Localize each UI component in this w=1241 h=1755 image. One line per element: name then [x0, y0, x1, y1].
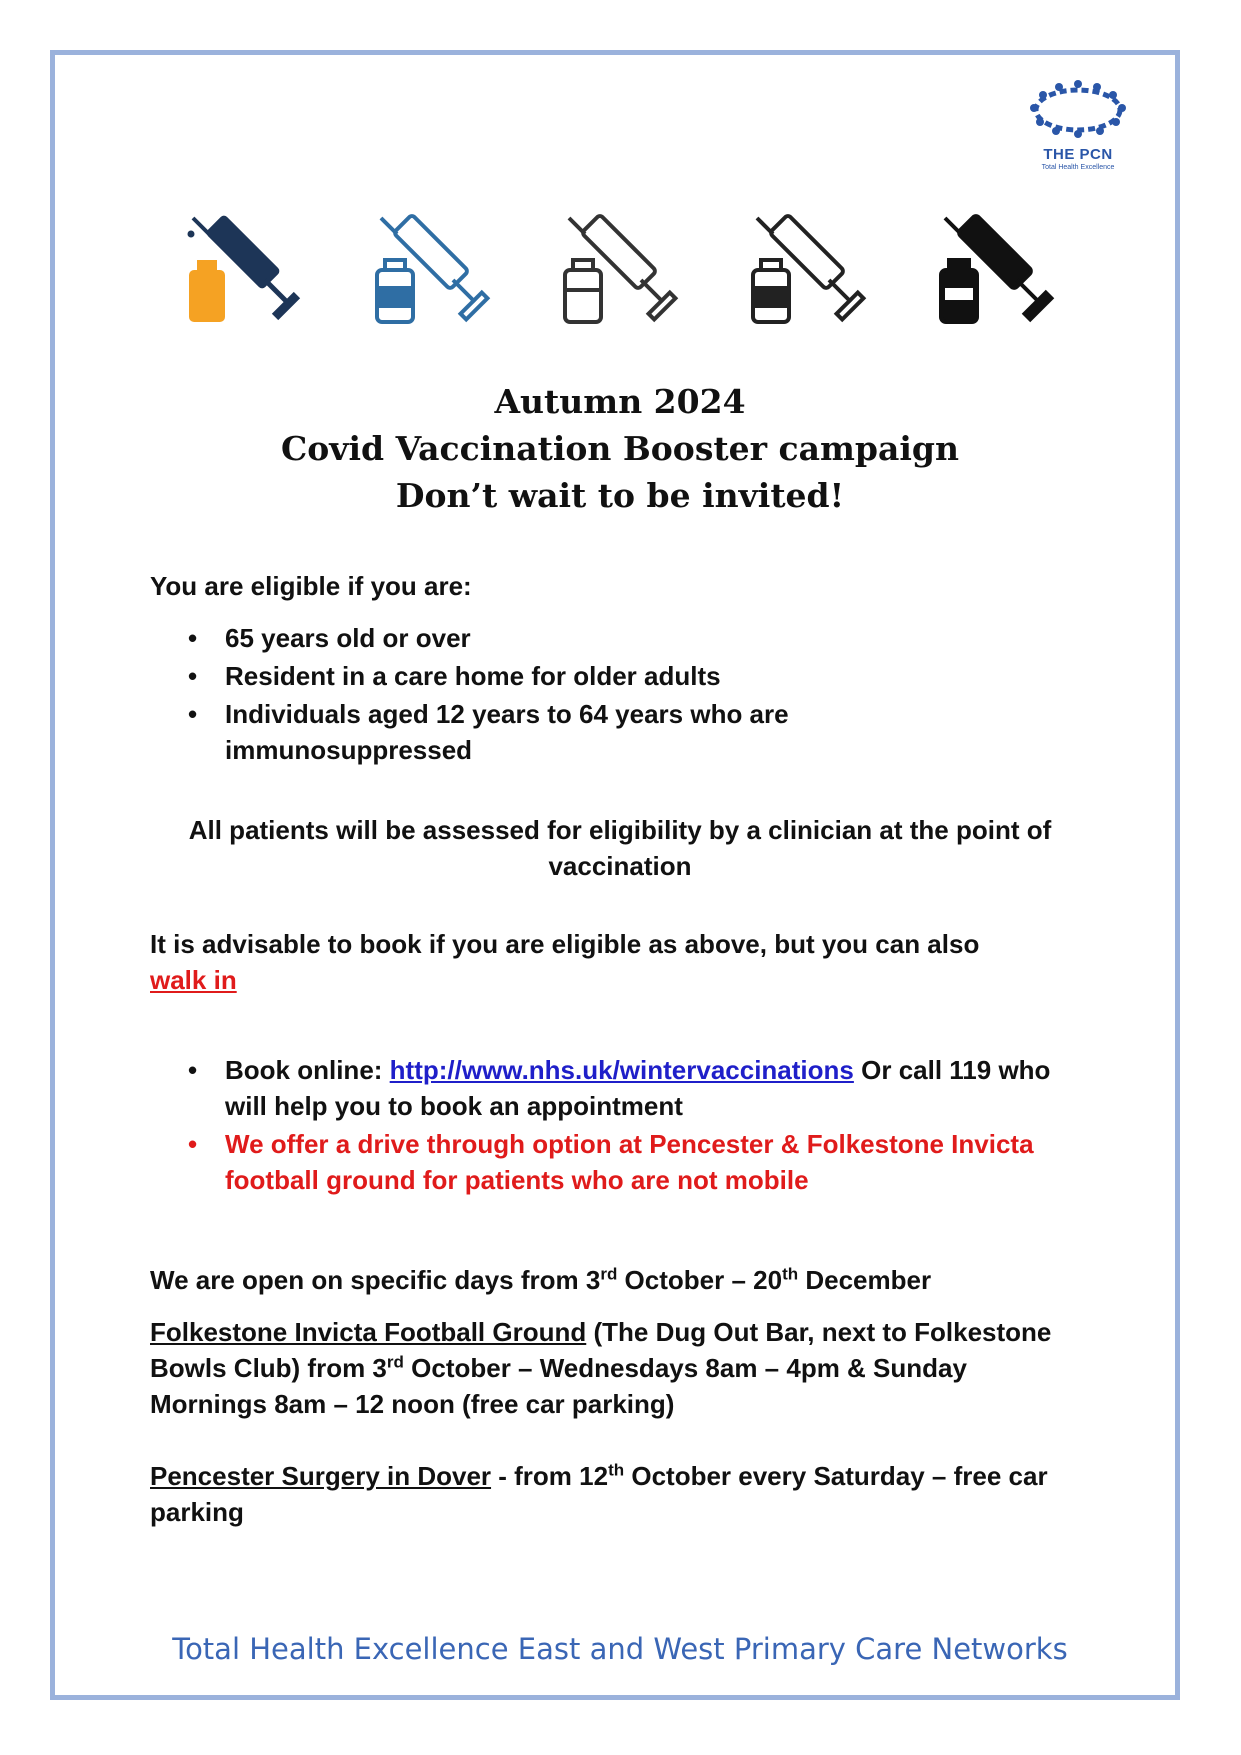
opening-text: October – 20 — [617, 1265, 783, 1295]
opening-text: December — [798, 1265, 932, 1295]
pencester-text: - from 12 — [491, 1461, 609, 1491]
ordinal-suffix: th — [782, 1264, 799, 1284]
list-item — [150, 1052, 1080, 1124]
pcn-logo — [1020, 78, 1136, 188]
logo-name: THE PCN — [1043, 146, 1113, 163]
syringe-vial-icon — [373, 210, 498, 330]
call-text: Or call 119 who will help you to book an appointment — [225, 1055, 1051, 1121]
folkestone-text: October – Wednesdays 8am – 4pm & Sunday Mornings 8am – 12 noon (free car parking) — [150, 1353, 967, 1419]
title-line-3: Don’t wait to be invited! — [395, 476, 845, 515]
list-item: • We offer a drive through option at Pencester & Folkestone Invicta football ground for patients who are not mobile — [150, 1126, 1080, 1198]
pencester-venue: Pencester Surgery in Dover — [150, 1461, 492, 1491]
nhs-booking-link[interactable]: http://www.nhs.uk/wintervaccinations — [389, 1055, 854, 1085]
title-line-2: Covid Vaccination Booster campaign — [281, 429, 959, 468]
syringe-vial-icon — [185, 210, 310, 330]
footer-text: Total Health Excellence East and West Primary Care Networks — [172, 1632, 1068, 1666]
title-line-1: Autumn 2024 — [494, 382, 746, 421]
list-item: • Resident in a care home for older adults — [150, 658, 1080, 694]
booking-advice — [150, 926, 1090, 998]
booking-list — [150, 1052, 1080, 1200]
eligibility-intro: You are eligible if you are: — [150, 571, 472, 601]
assessment-note: All patients will be assessed for eligibility by a clinician at the point of vaccination — [188, 815, 1052, 881]
syringe-vial-icon — [749, 210, 874, 330]
people-circle-icon — [1026, 78, 1130, 144]
pencester-details — [150, 1458, 1070, 1530]
book-online-label: Book online: — [225, 1055, 383, 1085]
syringe-vial-icon — [937, 210, 1062, 330]
folkestone-text: (The Dug Out Bar, next to Folkestone Bowls Club) from 3 — [150, 1317, 1052, 1383]
list-item: • Individuals aged 12 years to 64 years who are immunosuppressed — [150, 696, 1080, 768]
walk-in-link[interactable]: walk in — [150, 965, 237, 995]
pencester-text: October every Saturday – free car parking — [150, 1461, 1048, 1527]
opening-text: We are open on specific days from 3 — [150, 1265, 601, 1295]
ordinal-suffix: rd — [600, 1264, 618, 1284]
folkestone-details — [150, 1314, 1090, 1422]
opening-dates — [150, 1262, 1090, 1298]
folkestone-venue: Folkestone Invicta Football Ground — [150, 1317, 587, 1347]
advice-text: It is advisable to book if you are eligible as above, but you can also — [150, 929, 980, 959]
ordinal-suffix: th — [608, 1460, 625, 1480]
logo-tagline: Total Health Excellence — [1041, 164, 1115, 171]
list-item: • 65 years old or over — [150, 620, 1080, 656]
eligibility-list — [150, 620, 1080, 770]
campaign-title — [150, 378, 1090, 519]
syringe-icons-row — [185, 210, 1065, 330]
ordinal-suffix: rd — [386, 1352, 404, 1372]
syringe-vial-icon — [561, 210, 686, 330]
